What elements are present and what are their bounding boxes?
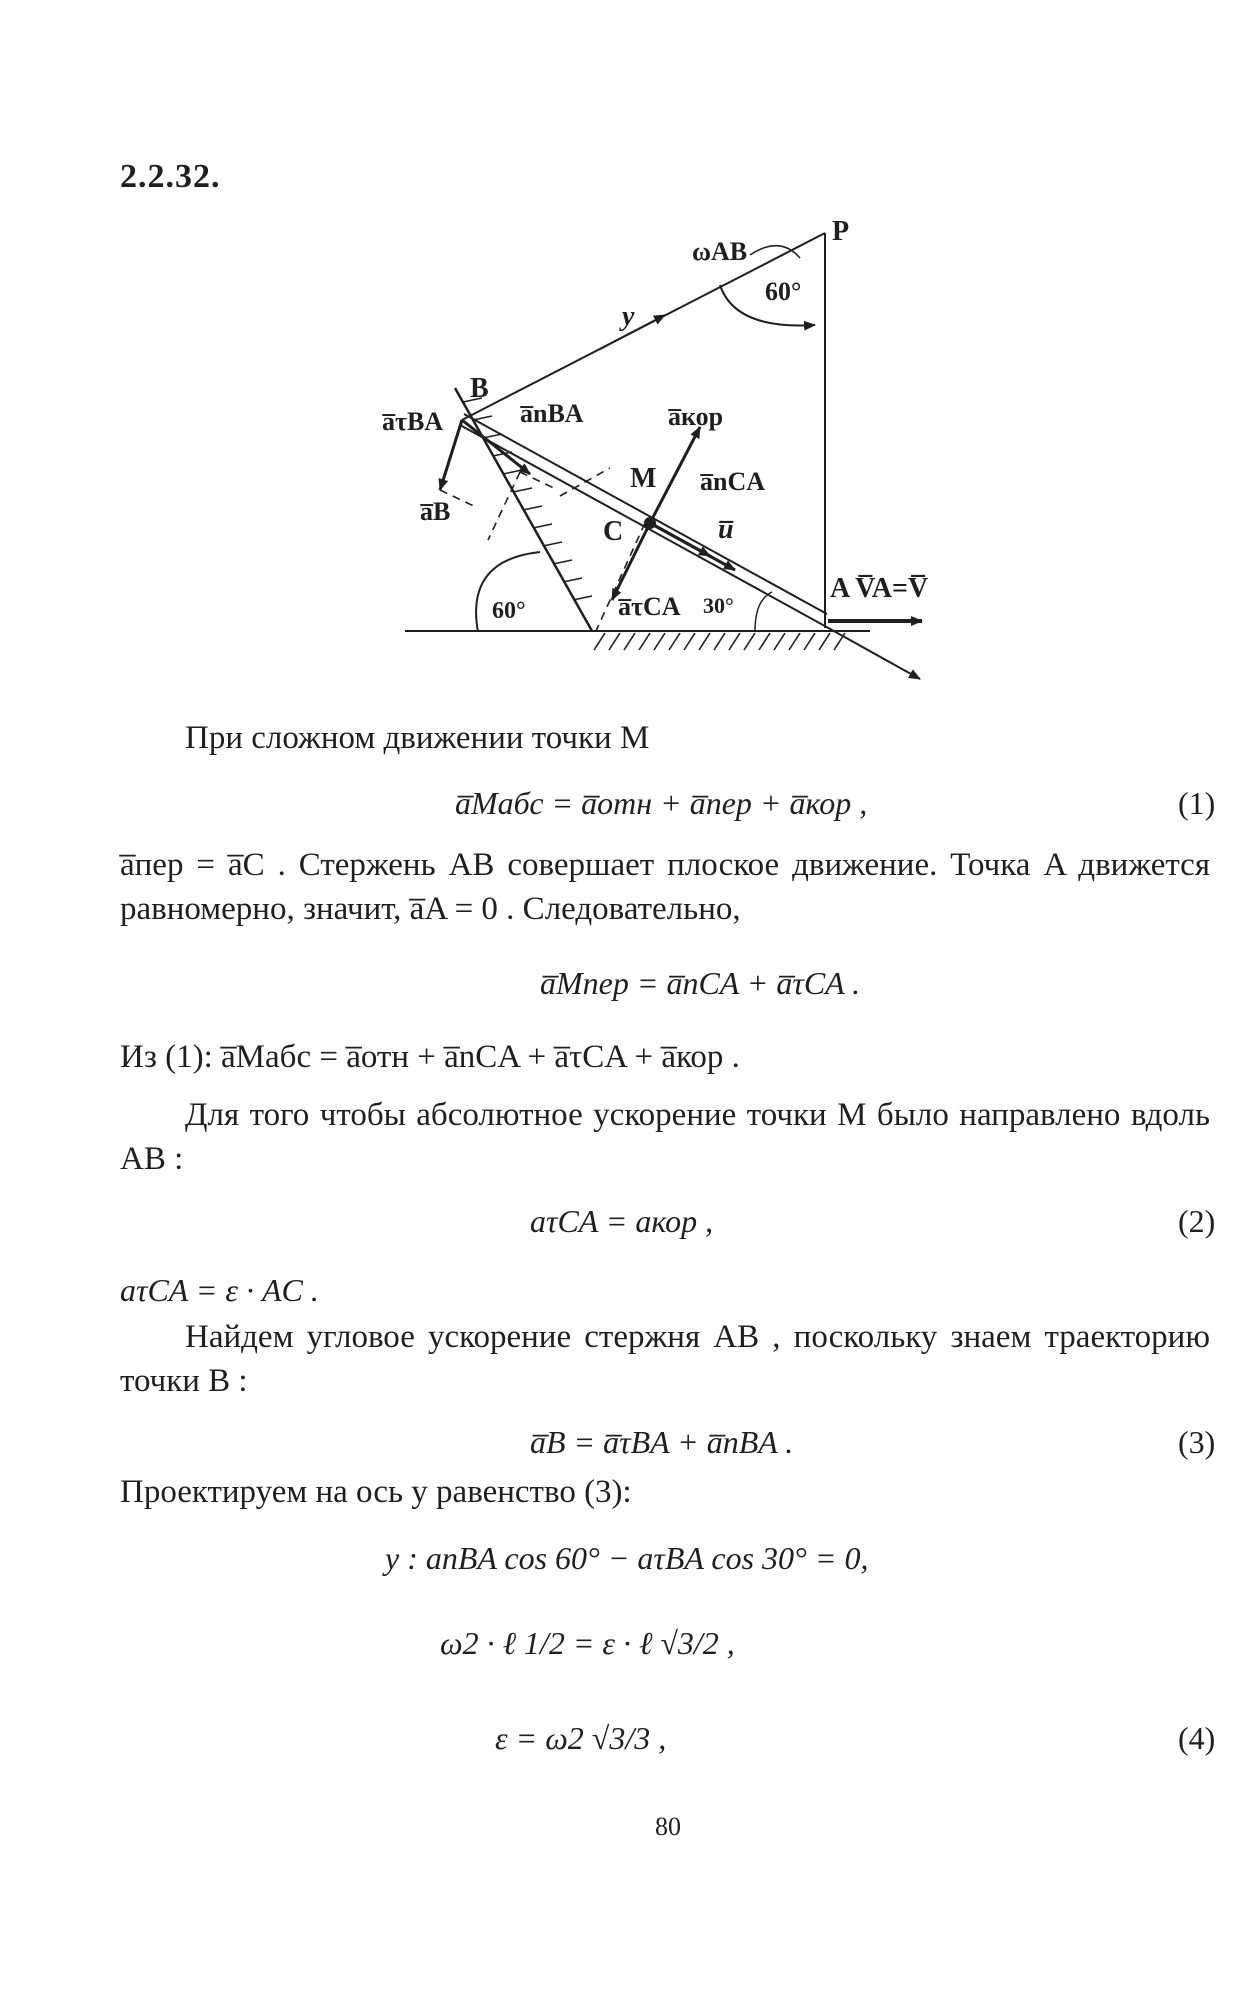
label-a-velocity: A V̅A=V̅ xyxy=(830,573,929,604)
label-m: M xyxy=(630,463,657,494)
equation-1: a̅Mабс = a̅отн + a̅пер + a̅кор , xyxy=(455,785,868,821)
paragraph-3: Из (1): a̅Mабс = a̅отн + a̅nCA + a̅τCA + a̅кор . xyxy=(120,1039,740,1075)
label-angle-60: 60° xyxy=(492,598,526,624)
ground-hatching xyxy=(594,633,845,650)
label-a-ba-tau: a̅τBA xyxy=(382,407,444,436)
label-y: y xyxy=(622,301,635,332)
rod-extension xyxy=(823,625,920,679)
label-angle-p: 60° xyxy=(765,277,802,306)
mechanics-figure xyxy=(380,200,940,690)
problem-number: 2.2.32. xyxy=(120,158,221,195)
vector-a-ba-tau xyxy=(440,420,462,490)
label-p: P xyxy=(832,216,850,247)
equation-1-number: (1) xyxy=(1178,785,1216,821)
equation-4-number: (4) xyxy=(1178,1720,1216,1756)
dashed-construction-lines xyxy=(440,468,645,631)
label-omega-ab: ωAB xyxy=(692,237,748,266)
paragraph-4: Для того чтобы абсолютное ускорение точки M было направлено вдоль AB : xyxy=(120,1097,1210,1177)
angle-arc-omega xyxy=(750,246,800,258)
label-angle-30: 30° xyxy=(703,593,734,618)
point-m xyxy=(644,517,656,529)
rod-ab-line-2 xyxy=(464,414,827,614)
equation-omega: ω2 · ℓ 1/2 = ε · ℓ √3/2 , xyxy=(440,1625,735,1661)
label-c: C xyxy=(603,516,624,547)
label-a-ca-n: a̅nCA xyxy=(700,467,766,496)
paragraph-1: При сложном движении точки M xyxy=(185,720,650,756)
guide-hatching xyxy=(463,398,592,600)
equation-per: a̅Mпер = a̅nCA + a̅τCA . xyxy=(540,965,861,1001)
equation-4: ε = ω2 √3/3 , xyxy=(495,1720,667,1756)
label-a-ca-tau: a̅τCA xyxy=(618,592,681,621)
paragraph-7: Проектируем на ось y равенство (3): xyxy=(120,1474,632,1510)
page-number: 80 xyxy=(655,1812,681,1841)
label-a-b: a̅B xyxy=(420,497,451,526)
label-a-ba-n: a̅nBA xyxy=(520,399,584,428)
equation-2-number: (2) xyxy=(1178,1203,1216,1239)
label-a-kor: a̅кор xyxy=(668,402,724,431)
label-b: B xyxy=(470,373,489,404)
label-u: u̅ xyxy=(718,514,734,545)
paragraph-2: a̅пер = a̅C . Стержень AB совершает плоское движение. Точка A движется равномерно, значит, a̅A = 0 . Следовательно, xyxy=(120,847,1210,927)
angle-arc-30 xyxy=(755,592,772,631)
vector-a-kor xyxy=(650,427,700,523)
equation-2: aτCA = aкор , xyxy=(530,1203,714,1239)
equation-3-number: (3) xyxy=(1178,1424,1216,1460)
equation-y: y : anBA cos 60° − aτBA cos 30° = 0, xyxy=(385,1540,869,1576)
paragraph-5: aτCA = ε · AC . xyxy=(120,1272,319,1308)
vector-a-ba-n xyxy=(462,420,530,474)
paragraph-6: Найдем угловое ускорение стержня AB , поскольку знаем траекторию точки B : xyxy=(120,1319,1210,1399)
equation-3: a̅B = a̅τBA + a̅nBA . xyxy=(530,1424,794,1460)
